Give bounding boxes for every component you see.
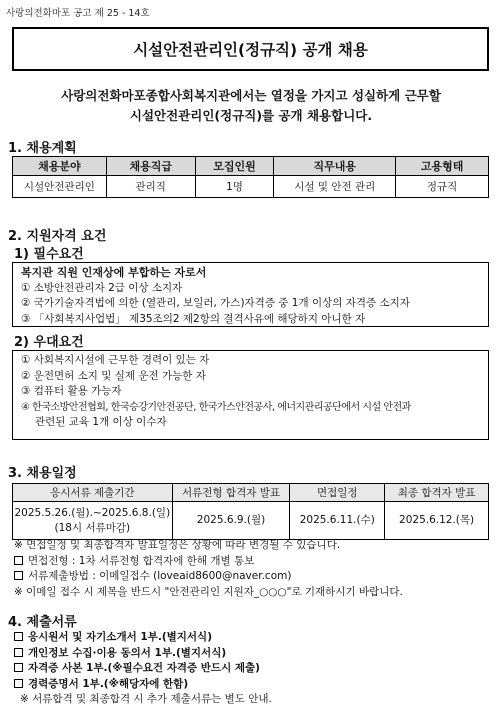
- document-label: 개인정보 수집·이용 동의서 1부.(별지서식): [28, 646, 227, 659]
- note-line: [14, 569, 403, 585]
- title-box: [12, 27, 489, 71]
- section-heading-schedule: 3. 채용일정: [8, 466, 77, 481]
- table-header: 최종 합격자 발표: [385, 484, 489, 502]
- table-cell: 시설 및 안전 관리: [274, 176, 396, 198]
- table-header: 채용직급: [106, 157, 195, 176]
- schedule-table: [12, 483, 489, 540]
- notice-number: 사랑의전화마포 공고 제 25 - 14호: [6, 8, 150, 19]
- note-line: ※ 면접일정 및 최종합격자 발표일정은 상황에 따라 변경될 수 있습니다.: [14, 539, 341, 551]
- checkbox-icon: [14, 632, 23, 641]
- checkbox-icon: [14, 648, 23, 657]
- section-heading-plan: 1. 채용계획: [8, 141, 77, 156]
- intro-line: 시설안전관리인(정규직)를 공개 채용합니다.: [129, 108, 373, 123]
- list-item: [14, 677, 272, 693]
- list-item: ① 소방안전관리자 2급 이상 소지자: [21, 281, 183, 294]
- required-head: 복지관 직원 인재상에 부합하는 자로서: [21, 266, 207, 279]
- checkbox-icon: [14, 679, 23, 688]
- table-header: 모집인원: [195, 157, 274, 176]
- subsection-heading-preferred: 2) 우대요건: [14, 335, 84, 350]
- note-text: 면접전형 : 1차 서류전형 합격자에 한해 개별 통보: [28, 554, 255, 567]
- note-text: 서류제출방법 : 이메일접수 (loveaid8600@naver.com): [28, 570, 292, 582]
- table-cell: 1명: [195, 176, 274, 198]
- required-box: [12, 262, 489, 327]
- table-header: 면접일정: [290, 484, 385, 502]
- table-cell: 2025.6.11.(수): [290, 502, 385, 540]
- list-item-continued: 관련된 교육 1개 이상 이수자: [35, 416, 167, 428]
- table-header: 고용형태: [396, 157, 489, 176]
- section-heading-documents: 4. 제출서류: [8, 615, 77, 630]
- checkbox-icon: [14, 663, 23, 672]
- checkbox-icon: [14, 556, 23, 565]
- document-label: 경력증명서 1부.(※해당자에 한함): [28, 677, 189, 690]
- submission-period: 2025.5.26.(월).~2025.6.8.(일): [14, 506, 171, 519]
- list-item: [14, 630, 272, 646]
- checkbox-icon: [14, 571, 23, 580]
- table-header: 응시서류 제출기간: [13, 484, 173, 502]
- note-line: ※ 이메일 접수 시 제목을 반드시 "안전관리인 지원자_○○○"로 기재하시기 바랍니다.: [14, 585, 403, 598]
- table-header-row: [13, 157, 489, 176]
- documents-note: ※ 서류합격 및 최종합격 시 추가 제출서류는 별도 안내.: [20, 693, 272, 705]
- list-item: ② 운전면허 소지 및 실제 운전 가능한 자: [21, 369, 206, 382]
- table-header-row: [13, 484, 489, 502]
- document-label: 자격증 사본 1부.(※필수요건 자격증 반드시 제출): [28, 662, 260, 674]
- table-cell: 시설안전관리인: [13, 176, 107, 198]
- table-cell: 정규직: [396, 176, 489, 198]
- list-item: [14, 661, 272, 677]
- list-item: ④ 한국소방안전협회, 한국승강기안전공단, 한국가스안전공사, 에너지관리공단에서 시설 안전과: [21, 401, 411, 413]
- table-cell: 2025.6.9.(월): [172, 502, 290, 540]
- table-header: 서류전형 합격자 발표: [172, 484, 290, 502]
- table-cell: 관리직: [106, 176, 195, 198]
- document-label: 응시원서 및 자기소개서 1부.(별지서식): [28, 631, 213, 643]
- subsection-heading-required: 1) 필수요건: [14, 247, 84, 262]
- list-item: ③ 「사회복지사업법」 제35조의2 제2항의 결격사유에 해당하지 아니한 자: [21, 312, 366, 325]
- table-cell: [13, 502, 173, 540]
- preferred-box: [12, 350, 489, 440]
- submission-deadline: (18시 서류마감): [54, 521, 131, 534]
- table-row: [13, 502, 489, 540]
- schedule-notes: [14, 538, 403, 600]
- table-header: 직무내용: [274, 157, 396, 176]
- section-heading-qualifications: 2. 지원자격 요건: [8, 229, 107, 244]
- list-item: ③ 컴퓨터 활용 가능자: [21, 385, 122, 397]
- documents-list: [14, 630, 272, 708]
- table-row: [13, 176, 489, 198]
- list-item: [14, 646, 272, 662]
- plan-table: [12, 156, 489, 198]
- table-header: 채용분야: [13, 157, 107, 176]
- table-cell: 2025.6.12.(목): [385, 502, 489, 540]
- intro-text: [0, 86, 502, 126]
- note-line: [14, 554, 403, 570]
- list-item: ② 국가기술자격법에 의한 (열관리, 보일러, 가스)자격증 중 1개 이상의 자격증 소지자: [21, 297, 410, 309]
- list-item: ① 사회복지시설에 근무한 경력이 있는 자: [21, 354, 210, 366]
- intro-line: 사랑의전화마포종합사회복지관에서는 열정을 가지고 성실하게 근무할: [61, 88, 441, 103]
- page-title: 시설안전관리인(정규직) 공개 채용: [133, 41, 368, 59]
